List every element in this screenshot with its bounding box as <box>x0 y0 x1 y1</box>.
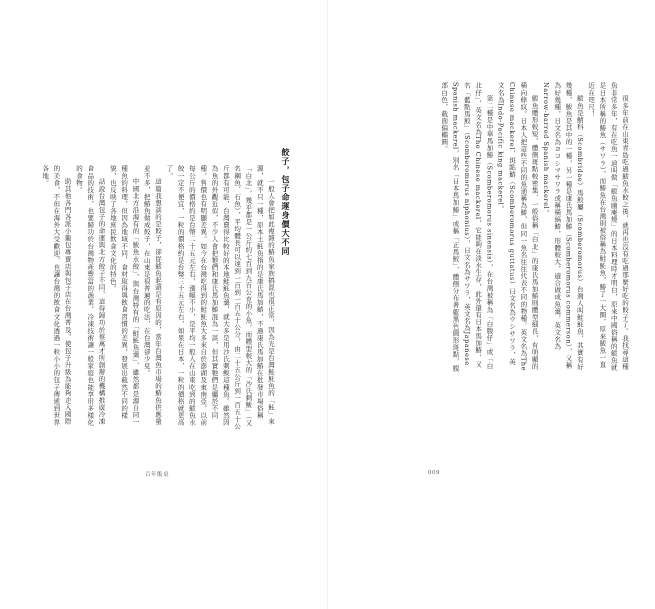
paragraph: 中國北方沿海有的「鮁魚水餃」，與台灣特有的「鮭魠魚羹」，雖然都是源自同一種魚的料理，但因為地域不同、食材取得與飲食習慣的差異，發展出截然不同的樣貌，也反映了各地庶民飲食文化的特色。 <box>108 165 140 426</box>
paragraph: 第二種是中華馬加鰆（Scomberomorus sinensis），在台灣被稱為「白腹仔」或「白北仔」，英文名為The Chinese mackerel，它能夠在淡水生存，此外還有日本馬加鰆，又名「藍點馬鮫」（Scomberomorus niphonius），日文名為サワラ，英文名為Japanese Spanish mackerel，別名「日本馬加鰆」或稱「正馬鮫」，體側分布著藍黑色圓形斑點，腹部白色，截面偏橢圓。 <box>440 82 494 372</box>
left-body-text <box>41 165 276 430</box>
chapter-heading: 餃子，包子命運身價大不同 <box>281 148 290 256</box>
paragraph: 助其他各門各派小籠包專賣店與包子店在台灣普及，使包子升級為能夠走入國際的美食，不但在海外大受歡迎，也讓台灣的飲食文化透過一粒小小的包子傳遞到世界各地。 <box>41 165 72 426</box>
paragraph: 一般人會把如此複雜的鰆魚家族搞混也很正常，因為光是台灣鮭魠魚的「魠」來源，就不只一種，原本土魠魚指的是康氏馬加鰆，不過康氏馬加鰆在批發市場俗稱「白北」，幾乎都是一公斤約七百到九百公克的小魚，而體型較大的「沙氏刺鲅」（又名鋼魚、石魚），平均體長可以達到一百到一百五十公分，由二十五公斤到一百五十公斤都有可能，台灣賣得比較好的本地鮭魠魚羹，就大多是用沙氏刺鲅這種魚。雖然因為魚的外觀近似，不少人會把牠們和康氏馬加鰆混為一談，但其實牠們是屬於不同種，售價也有明顯差異。如今在台灣吃得到的鮭魠魚大多來自於澎湖及東南亞，以前每公斤的價格約是台幣二十五元左右，漲幅不小，是平均一般人在山東吃到的鮁魚水餃一定不便宜，一粒的價格約是台幣三十五元左右，如果在日本，一粒的價格就更高了。 <box>165 165 275 430</box>
right-body-text <box>378 82 630 372</box>
book-title-footer: 百年飯桌 <box>145 472 170 478</box>
right-page <box>328 0 655 609</box>
left-page <box>0 0 327 609</box>
paragraph: 這篇我想談的是餃子，卻從鮁魚起頭是有原因的，當年台灣魚市場的鰆魚供應量並不多，把鰆魚做成餃子，在山東是很普遍的吃法，在台灣卻少見。 <box>142 165 163 425</box>
page-number-value: 009 <box>428 470 440 476</box>
page-number <box>428 470 440 476</box>
paragraph: 鮁魚是鯖科（Scombridae）馬鮫屬（Scomberomorus）台灣人叫鮭魠魚，其實有好幾種，鮁魚是其中的一種，另一種是康氏馬加鰆（Scomberomorus commerson），又稱為好幾種，日文名為ヨコシマサワラ或稱橫縞鰆，形體較大，適合做成魚羹，英文名為Narrow-barred Spanish mackerel。 <box>541 82 584 371</box>
paragraph: 很多年前在山東青島吃過鮁魚水餃之後，就再也沒有吃過那麼好吃的餃子了。我找尋這種魚非常多年，有在吃魚一道叫做「鮁魚幽庵燒」的日本料理時才明白，原來中國俗稱的鮁魚就是日本所稱的鰆魚（サワラ），而鰆魚在台灣則被俗稱為鮭魠魚，鰆了一大圈，原來鮁魚一直近在咫尺！ <box>587 82 629 372</box>
paragraph: 話說台灣包子的命運與北方餃子不同，這得歸功於蔡萬才所創辦的機構推廣冷凍食品的技術，也要歸功於台灣物產豐富的漁業，冷凍技術讓一般家庭也能享用多樣化的食物。 <box>74 165 106 426</box>
paragraph: 鮁魚體形較短，體側斑點較密集，一般俗稱「白北」的康氏馬加鰆則體型細長，有明顯的橫向條紋。日本人把這些不同的魚通稱為鰆，但同一魚名往往代表不同的物種，英文名為The Chinese mackerel，斑點鰆（Scomberomorus guttatus）日文名為ウシサワラ，英文名為Indo-Pacific king mackerel。 <box>496 82 539 371</box>
